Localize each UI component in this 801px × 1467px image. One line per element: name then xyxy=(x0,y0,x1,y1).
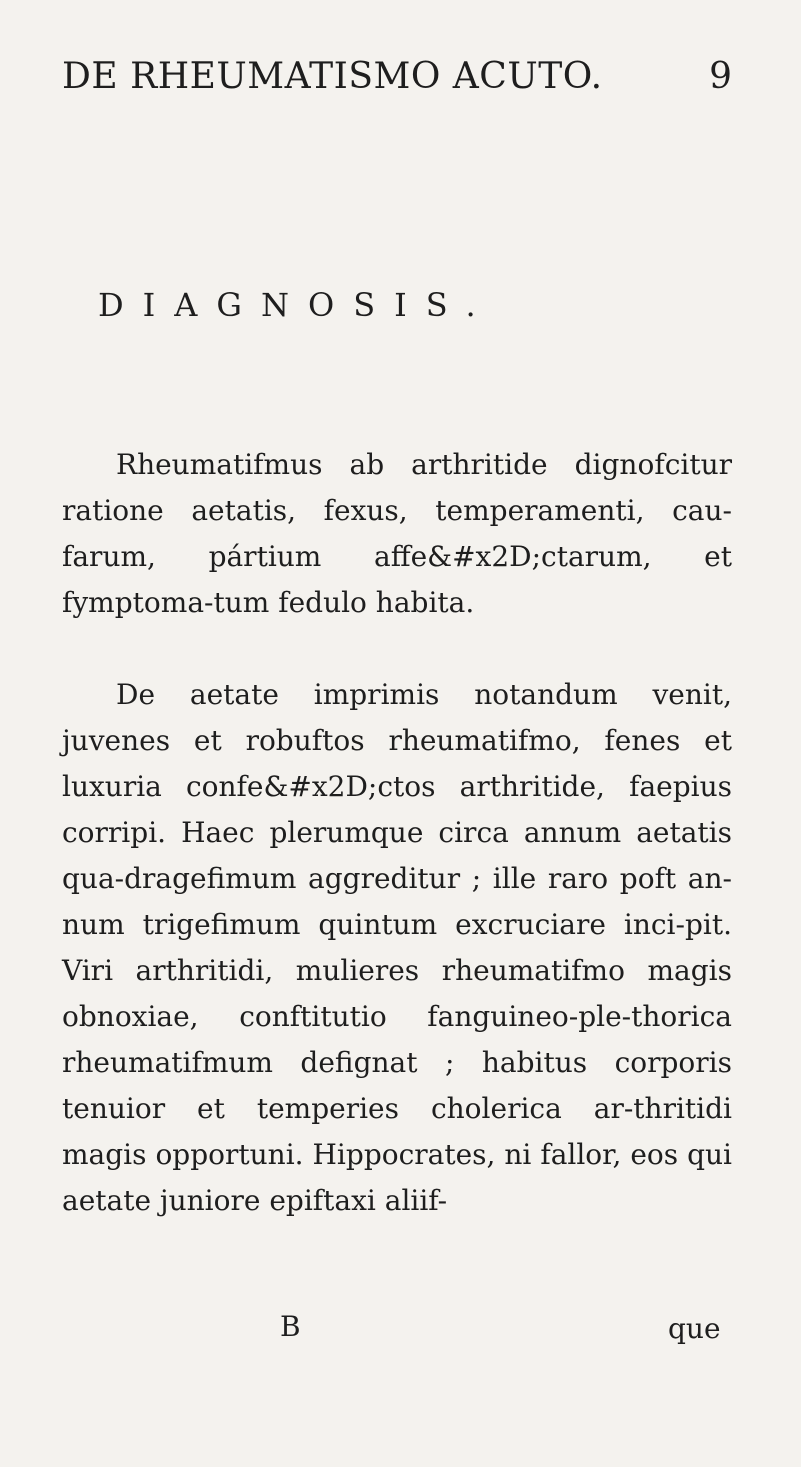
signature-mark: B xyxy=(280,1310,301,1343)
paragraph-1: Rheumatifmus ab arthritide dignofcitur ratione aetatis, fexus, temperamenti, cau-farum, pártium affe&#x2D;ctarum, et fymptoma-tum fedulo habita. xyxy=(62,448,732,619)
running-head xyxy=(62,50,732,110)
running-title: DE RHEUMATISMO ACUTO. xyxy=(62,56,603,97)
page-number: 9 xyxy=(709,56,732,97)
section-title: DIAGNOSIS. xyxy=(98,286,495,324)
paragraph-2: De aetate imprimis notandum venit, juvenes et robuftos rheumatifmo, fenes et luxuria confe&#x2D;ctos arthritide, faepius corripi. Haec plerumque circa annum aetatis qua-dragefimum aggreditur ; ille raro poft an-num trigefimum quintum excruciare inci-pit. Viri arthritidi, mulieres rheumatifmo magis obnoxiae, conftitutio fanguineo-ple-thorica rheumatifmum defignat ; habitus corporis tenuior et temperies cholerica ar-thritidi magis opportuni. Hippocrates, ni fallor, eos qui aetate juniore epiftaxi aliif- xyxy=(62,678,732,1217)
body-text xyxy=(62,442,732,1224)
catchword: que xyxy=(668,1312,721,1345)
